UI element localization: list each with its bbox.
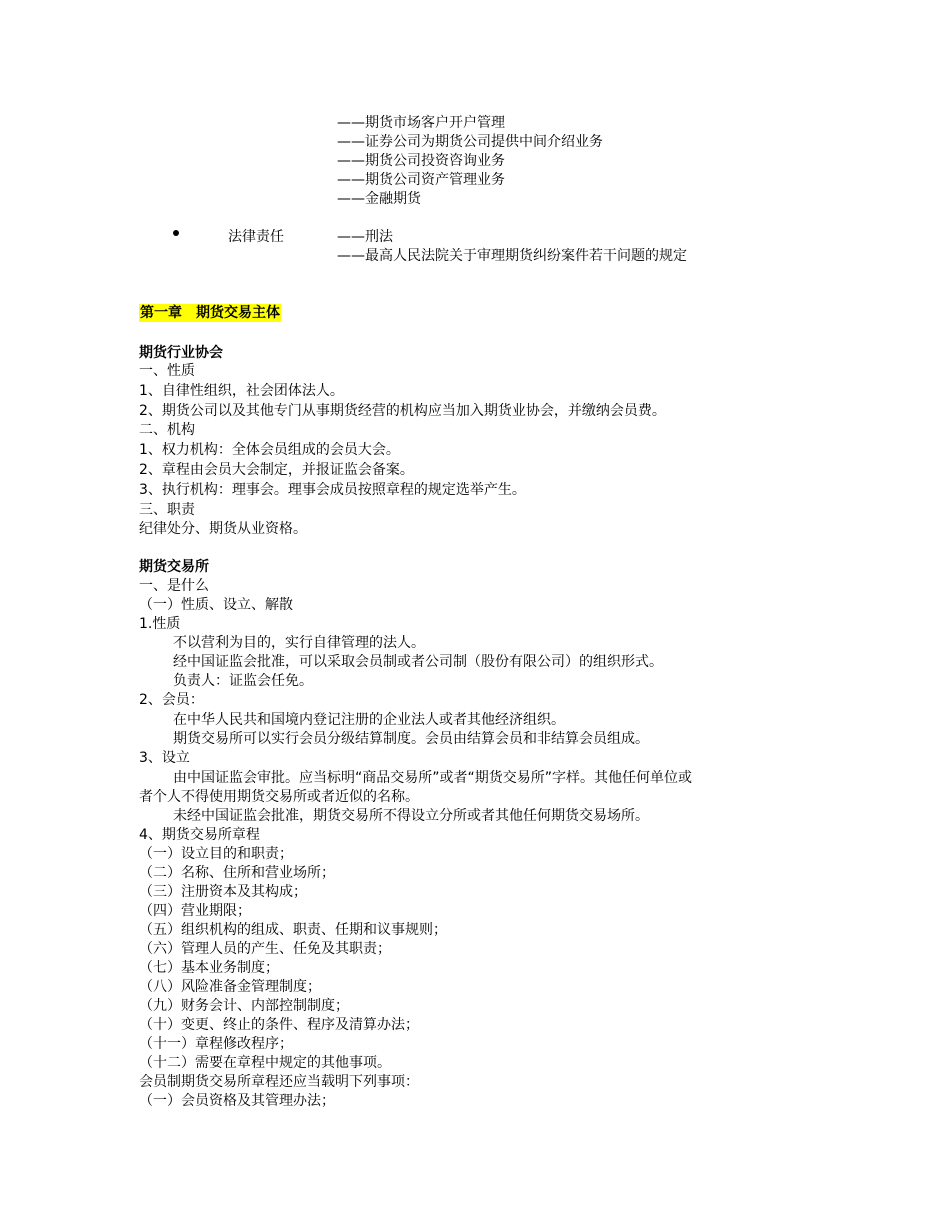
text-line: （四）营业期限； xyxy=(139,903,251,919)
text-line: （三）注册资本及其构成； xyxy=(139,884,307,900)
regulation-line: ——期货公司投资咨询业务 xyxy=(337,153,505,169)
text-line: 3、设立 xyxy=(139,750,190,766)
text-line: 2、会员： xyxy=(139,692,204,708)
chapter-title xyxy=(139,304,281,323)
text-line: （十一）章程修改程序； xyxy=(139,1036,293,1052)
section-heading-association: 期货行业协会 xyxy=(139,345,223,361)
legal-line: ——最高人民法院关于审理期货纠纷案件若干问题的规定 xyxy=(337,248,687,264)
legal-line: ——刑法 xyxy=(337,229,393,245)
text-line: （二）名称、住所和营业场所； xyxy=(139,865,335,881)
bullet-icon xyxy=(173,230,179,236)
text-line: 负责人：证监会任免。 xyxy=(173,673,313,689)
text-line: 纪律处分、期货从业资格。 xyxy=(139,521,307,537)
text-line: 3、执行机构：理事会。理事会成员按照章程的规定选举产生。 xyxy=(139,482,526,498)
text-line: 一、性质 xyxy=(139,363,195,379)
text-line: 者个人不得使用期货交易所或者近似的名称。 xyxy=(139,789,419,805)
text-line: （十）变更、终止的条件、程序及清算办法； xyxy=(139,1017,419,1033)
text-line: （一）性质、设立、解散 xyxy=(139,597,293,613)
text-line: 4、期货交易所章程 xyxy=(139,827,260,843)
regulation-line: ——期货市场客户开户管理 xyxy=(337,115,505,131)
section-heading-exchange: 期货交易所 xyxy=(139,559,209,575)
text-line: 1、自律性组织，社会团体法人。 xyxy=(139,383,344,399)
regulation-line: ——金融期货 xyxy=(337,191,421,207)
text-line: 期货交易所可以实行会员分级结算制度。会员由结算会员和非结算会员组成。 xyxy=(173,731,649,747)
text-line: 经中国证监会批准，可以采取会员制或者公司制（股份有限公司）的组织形式。 xyxy=(173,654,663,670)
text-line: （六）管理人员的产生、任免及其职责； xyxy=(139,941,391,957)
text-line: 未经中国证监会批准，期货交易所不得设立分所或者其他任何期货交易场所。 xyxy=(173,808,649,824)
text-line: （一）会员资格及其管理办法； xyxy=(139,1093,335,1109)
text-line: 在中华人民共和国境内登记注册的企业法人或者其他经济组织。 xyxy=(173,712,565,728)
text-line: （一）设立目的和职责； xyxy=(139,846,293,862)
text-line: （九）财务会计、内部控制制度； xyxy=(139,998,349,1014)
text-line: （十二）需要在章程中规定的其他事项。 xyxy=(139,1055,391,1071)
regulation-line: ——期货公司资产管理业务 xyxy=(337,172,505,188)
text-line: 三、职责 xyxy=(139,502,195,518)
legal-liability-label: 法律责任 xyxy=(228,229,284,245)
regulation-line: ——证券公司为期货公司提供中间介绍业务 xyxy=(337,134,603,150)
text-line: （七）基本业务制度； xyxy=(139,960,279,976)
text-line: （八）风险准备金管理制度； xyxy=(139,979,321,995)
chapter-title-text: 第一章 期货交易主体 xyxy=(140,305,280,321)
text-line: 二、机构 xyxy=(139,422,195,438)
text-line: 2、期货公司以及其他专门从事期货经营的机构应当加入期货业协会，并缴纳会员费。 xyxy=(139,403,666,419)
text-line: 1、权力机构：全体会员组成的会员大会。 xyxy=(139,442,400,458)
text-line: 2、章程由会员大会制定，并报证监会备案。 xyxy=(139,462,414,478)
text-line: 一、是什么 xyxy=(139,578,209,594)
text-line: 会员制期货交易所章程还应当载明下列事项： xyxy=(139,1074,419,1090)
text-line: 不以营利为目的，实行自律管理的法人。 xyxy=(173,635,425,651)
text-line: 1.性质 xyxy=(139,616,181,632)
text-line: 由中国证监会审批。应当标明“商品交易所”或者“期货交易所”字样。其他任何单位或 xyxy=(173,770,693,786)
text-line: （五）组织机构的组成、职责、任期和议事规则； xyxy=(139,922,447,938)
